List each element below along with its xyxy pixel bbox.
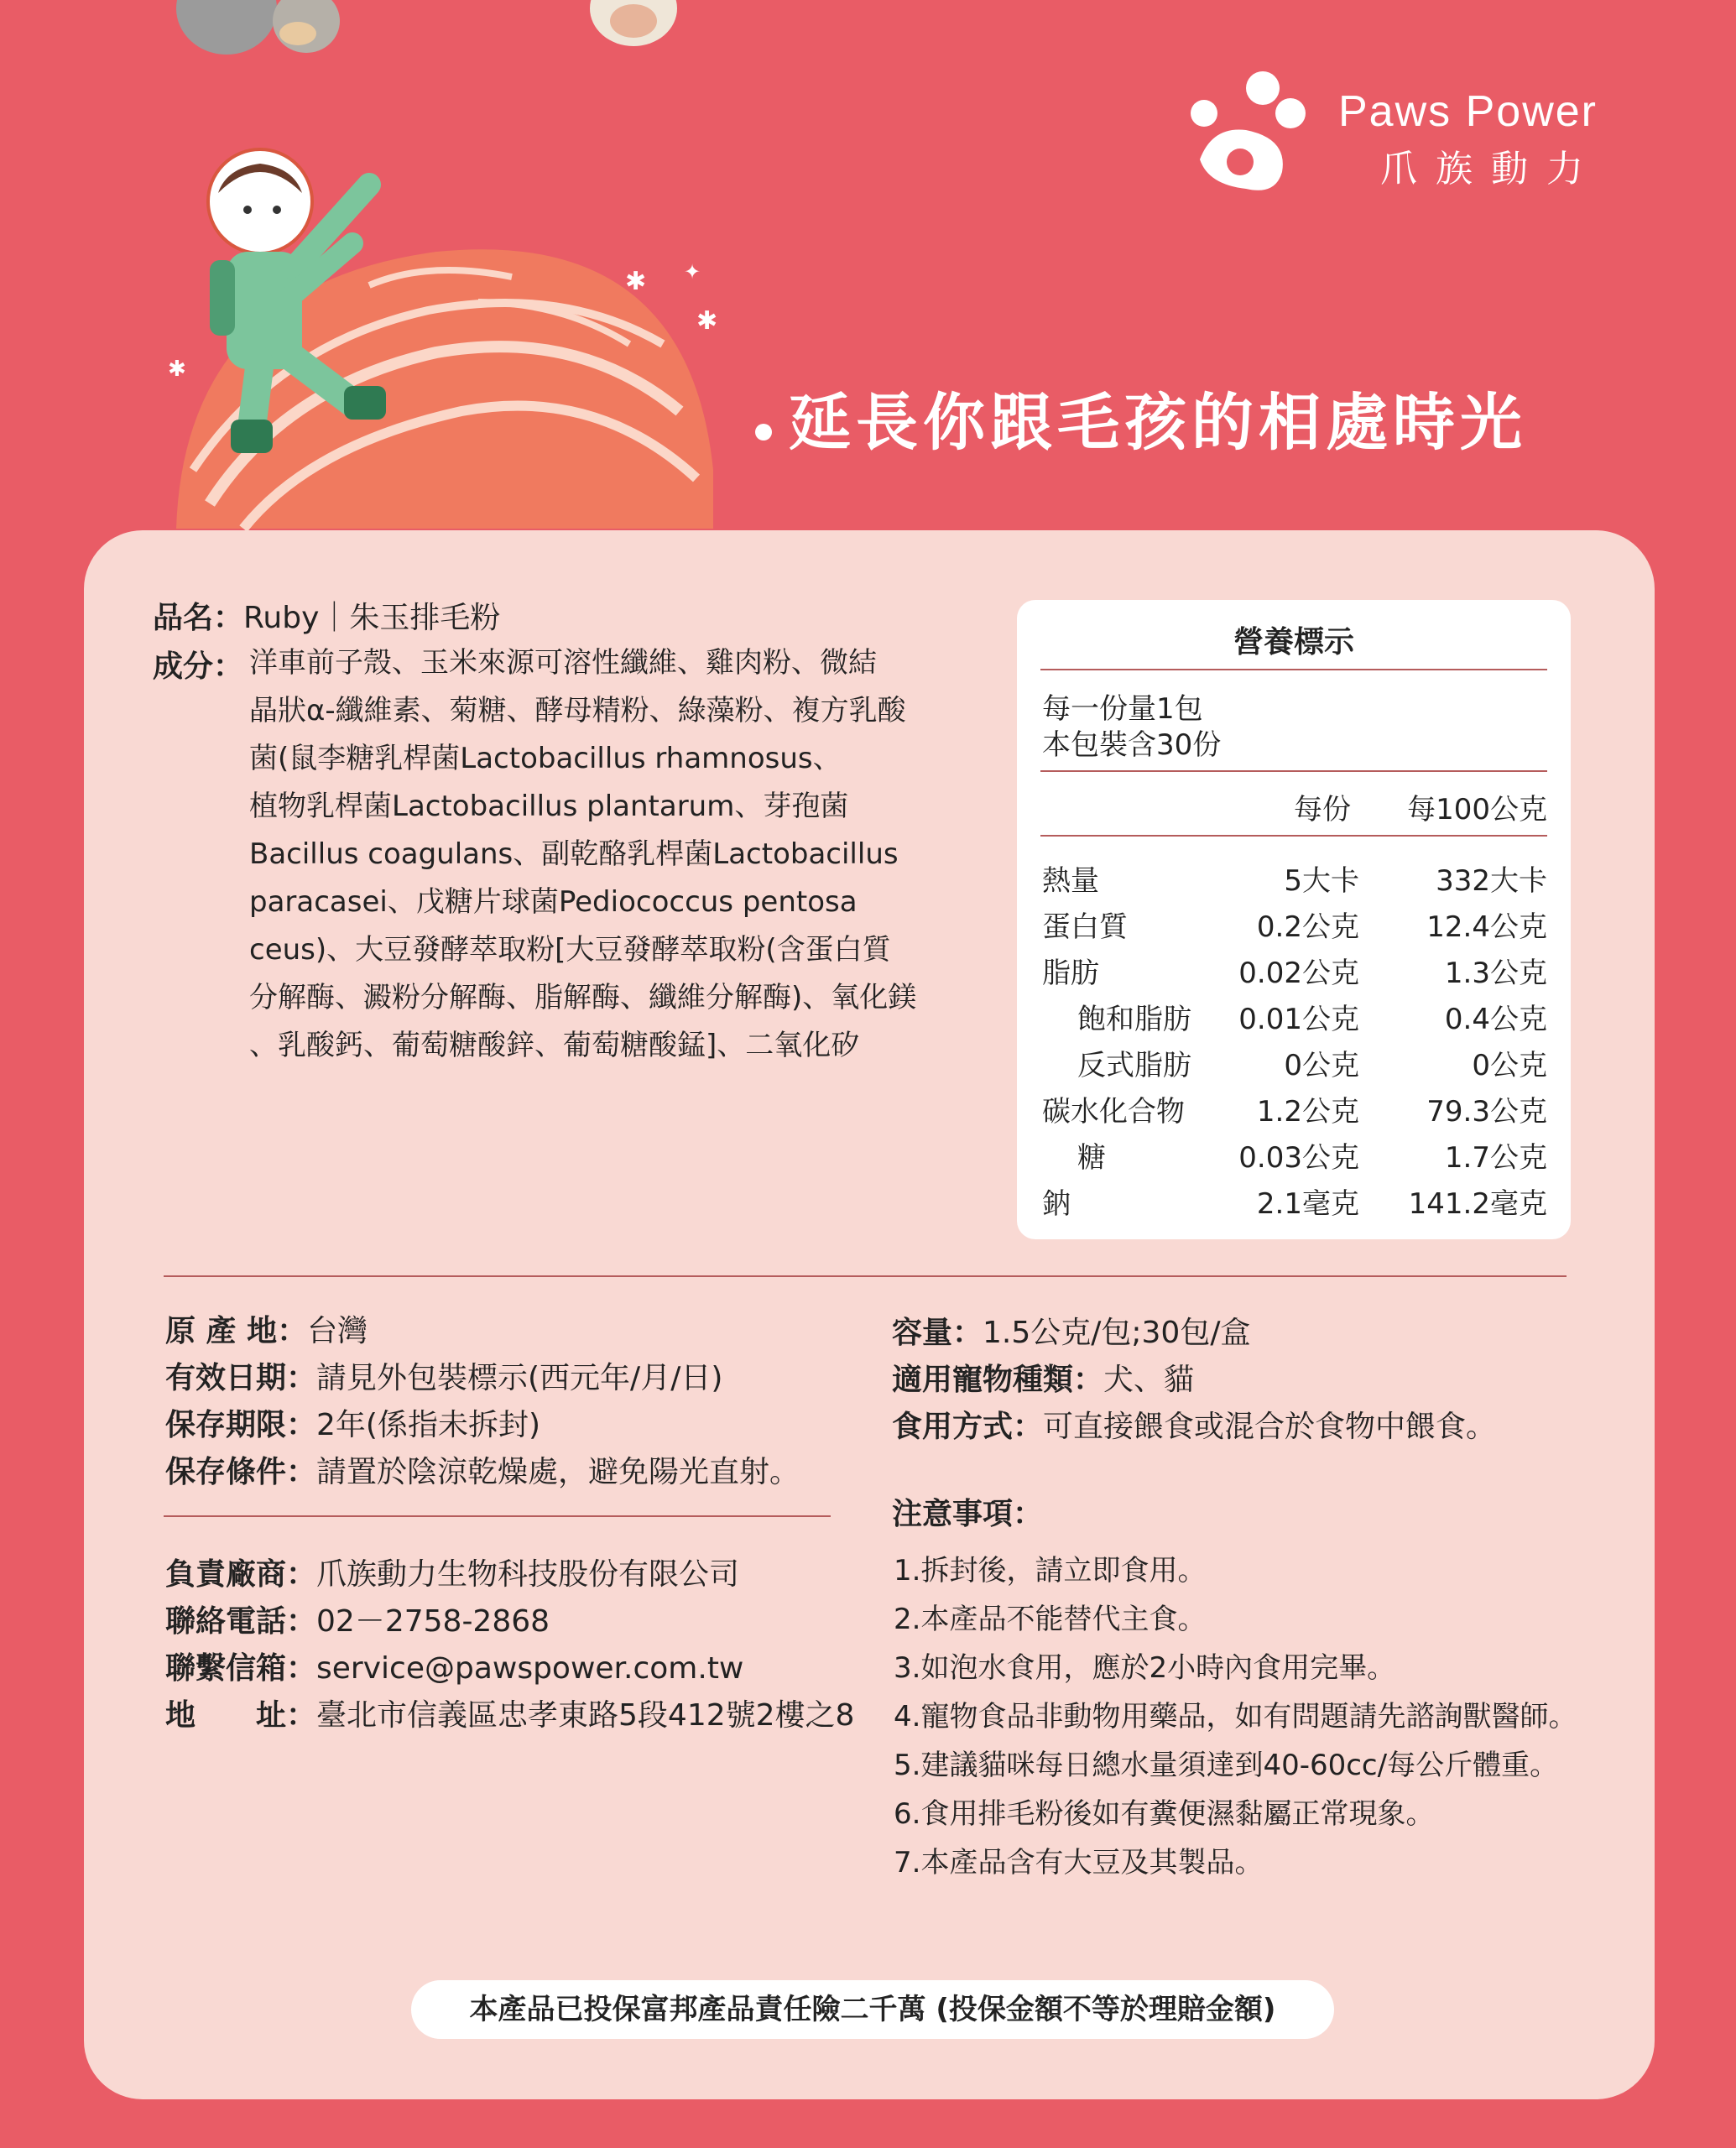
cat-paws-illustration xyxy=(126,0,713,76)
ingredients-line: 晶狀α-纖維素、菊糖、酵母精粉、綠藻粉、複方乳酸 xyxy=(249,694,906,727)
section-divider xyxy=(164,1515,831,1517)
ingredients-line: 植物乳桿菌Lactobacillus plantarum、芽孢菌 xyxy=(249,790,849,823)
brand-name-zh: 爪族動力 xyxy=(1380,148,1602,190)
ingredients-label: 成分： xyxy=(153,649,244,684)
sparkle-icon: ✱ xyxy=(168,357,186,382)
note-item: 2.本產品不能替代主食。 xyxy=(894,1603,1207,1636)
brand-logo xyxy=(1183,71,1653,197)
note-item: 1.拆封後，請立即食用。 xyxy=(894,1554,1207,1588)
manufacturer-row: 負責廠商：爪族動力生物科技股份有限公司 xyxy=(165,1557,740,1592)
sparkle-icon: ✦ xyxy=(684,260,701,284)
usage-row: 食用方式：可直接餵食或混合於食物中餵食。 xyxy=(892,1410,1497,1444)
note-item: 3.如泡水食用，應於2小時內食用完畢。 xyxy=(894,1651,1396,1685)
ingredients-line: 洋車前子殼、玉米來源可溶性纖維、雞肉粉、微結 xyxy=(249,646,877,680)
divider xyxy=(1040,669,1547,670)
divider xyxy=(1040,770,1547,772)
address-row: 地 址：臺北市信義區忠孝東路5段412號2樓之8 xyxy=(165,1698,855,1733)
insurance-note: 本產品已投保富邦產品責任險二千萬 (投保金額不等於理賠金額) xyxy=(411,1980,1334,2039)
sparkle-icon: ✱ xyxy=(625,267,647,296)
notes-title: 注意事項： xyxy=(892,1497,1044,1531)
salmon-astronaut-illustration xyxy=(159,134,780,537)
hero-banner xyxy=(0,0,1736,537)
section-divider xyxy=(164,1275,1567,1277)
tagline: 延長你跟毛孩的相處時光 xyxy=(789,387,1527,459)
ingredients-line: Bacillus coagulans、副乾酪乳桿菌Lactobacillus xyxy=(249,837,899,871)
nutrition-facts-panel: 營養標示 每一份量1包 本包裝含30份 每份 每100公克 熱量 5大卡 332大卡 蛋白質 0.2公克 12.4公克 脂肪 0.02公克 1.3公克 飽和脂肪 0.01公克 0.4公克 反式脂肪 0公克 0公克 碳水化合物 1.2公克 79.3公克 糖 0.03公克 1.7公克 鈉 2.1毫克 141.2毫克 xyxy=(1017,600,1571,1239)
capacity-row: 容量：1.5公克/包;30包/盒 xyxy=(892,1316,1251,1350)
ingredients-line: 分解酶、澱粉分解酶、脂解酶、纖維分解酶)、氧化鎂 xyxy=(249,981,917,1014)
phone-row: 聯絡電話：02－2758-2868 xyxy=(165,1604,550,1639)
paw-logo-icon xyxy=(1183,71,1309,197)
ingredients-line: 、乳酸鈣、葡萄糖酸鋅、葡萄糖酸錳]、二氧化矽 xyxy=(249,1029,860,1062)
product-name-label: 品名： xyxy=(153,601,244,635)
ingredients-line: paracasei、戊糖片球菌Pediococcus pentosa xyxy=(249,885,858,919)
pet-type-row: 適用寵物種類：犬、貓 xyxy=(892,1363,1195,1397)
email-row: 聯繫信箱：service@pawspower.com.tw xyxy=(165,1651,744,1686)
col-per-100: 每100公克 xyxy=(1407,793,1547,826)
sparkle-icon: ✱ xyxy=(696,306,718,336)
tagline-bullet xyxy=(755,424,772,441)
col-per-serving: 每份 xyxy=(1294,793,1351,826)
expiry-row: 有效日期：請見外包裝標示(西元年/月/日) xyxy=(165,1361,723,1395)
brand-name-en: Paws Power xyxy=(1338,87,1598,136)
note-item: 6.食用排毛粉後如有糞便濕黏屬正常現象。 xyxy=(894,1797,1435,1831)
storage-row: 保存條件：請置於陰涼乾燥處，避免陽光直射。 xyxy=(165,1455,800,1489)
note-item: 5.建議貓咪每日總水量須達到40-60cc/每公斤體重。 xyxy=(894,1749,1559,1782)
ingredients-line: 菌(鼠李糖乳桿菌Lactobacillus rhamnosus、 xyxy=(249,742,842,775)
servings-per-pack: 本包裝含30份 xyxy=(1042,728,1222,762)
origin-row: 原 產 地：台灣 xyxy=(165,1314,368,1348)
nutrition-title: 營養標示 xyxy=(1233,625,1354,660)
ingredients-line: ceus)、大豆發酵萃取粉[大豆發酵萃取粉(含蛋白質 xyxy=(249,933,891,967)
note-item: 4.寵物食品非動物用藥品，如有問題請先諮詢獸醫師。 xyxy=(894,1700,1577,1734)
product-name-value: Ruby｜朱玉排毛粉 xyxy=(243,601,501,635)
note-item: 7.本產品含有大豆及其製品。 xyxy=(894,1846,1264,1880)
divider xyxy=(1040,835,1547,837)
shelf-life-row: 保存期限：2年(係指未拆封) xyxy=(165,1408,541,1442)
product-name-row xyxy=(153,594,500,637)
serving-size: 每一份量1包 xyxy=(1042,692,1203,726)
ingredients-list xyxy=(249,639,1004,1070)
